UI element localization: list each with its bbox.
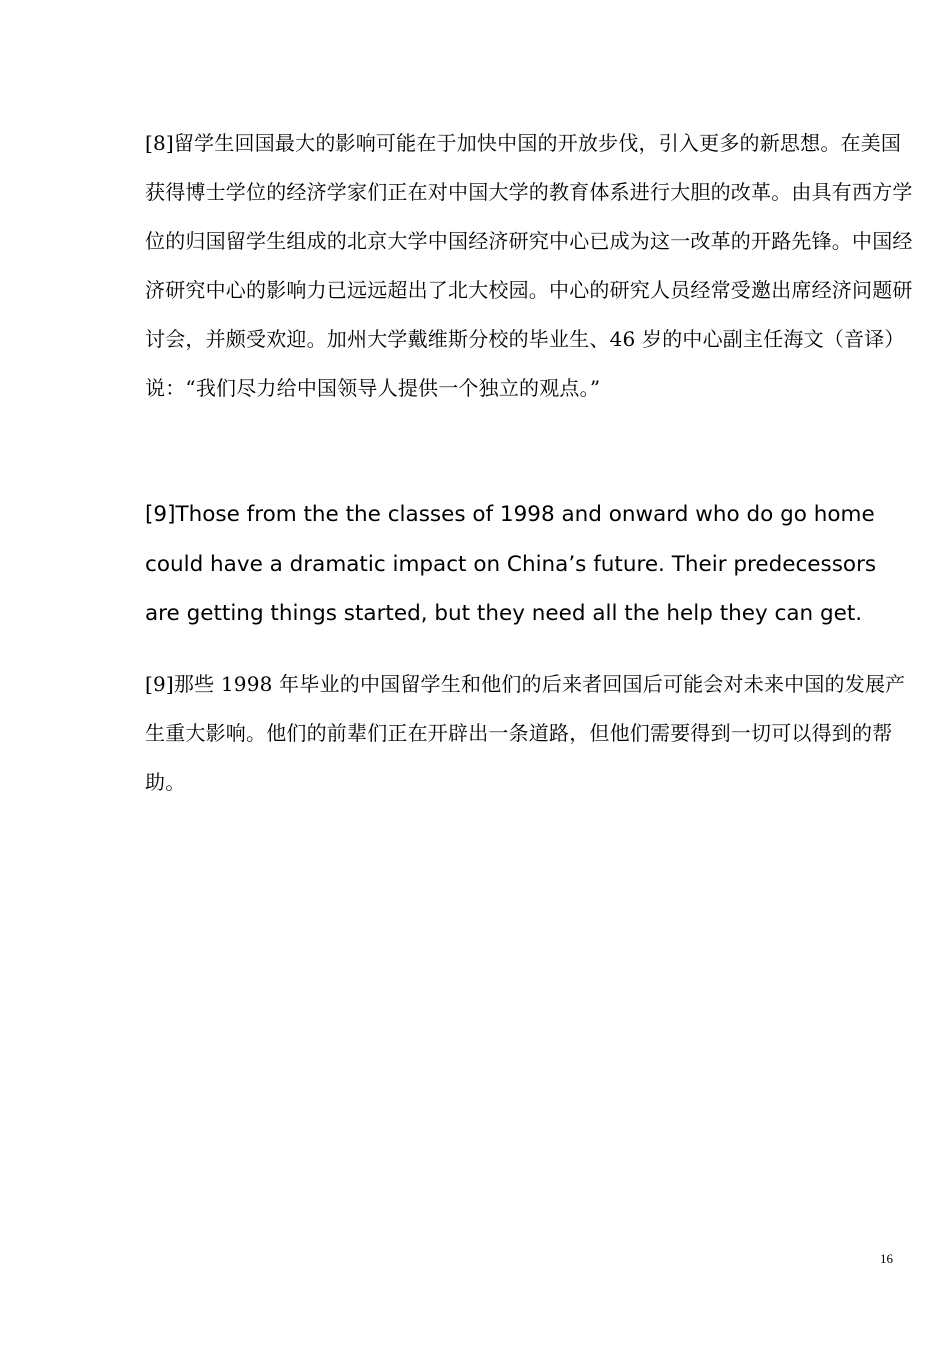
page-number: 16 bbox=[880, 1251, 893, 1266]
paragraph-9-chinese: [9]那些 1998 年毕业的中国留学生和他们的后来者回国后可能会对未来中国的发展产生重大影响。他们的前辈们正在开辟出一条道路，但他们需要得到一切可以得到的帮助。 bbox=[145, 672, 906, 794]
paragraph-9-english: [9]Those from the the classes of 1998 and onward who do go home could have a dramatic impact on China’s future. Their predecessors are getting things started, but they need all the help they can get. bbox=[145, 502, 877, 626]
paragraph-8-chinese: [8]留学生回国最大的影响可能在于加快中国的开放步伐，引入更多的新思想。在美国获得博士学位的经济学家们正在对中国大学的教育体系进行大胆的改革。由具有西方学位的归国留学生组成的北京大学中国经济研究中心已成为这一改革的开路先锋。中国经济研究中心的影响力已远远超出了北大校园。中心的研究人员经常受邀出席经济问题研讨会，并颇受欢迎。加州大学戴维斯分校的毕业生、46 岁的中心副主任海文（音译）说：“我们尽力给中国领导人提供一个独立的观点。” bbox=[145, 131, 913, 400]
